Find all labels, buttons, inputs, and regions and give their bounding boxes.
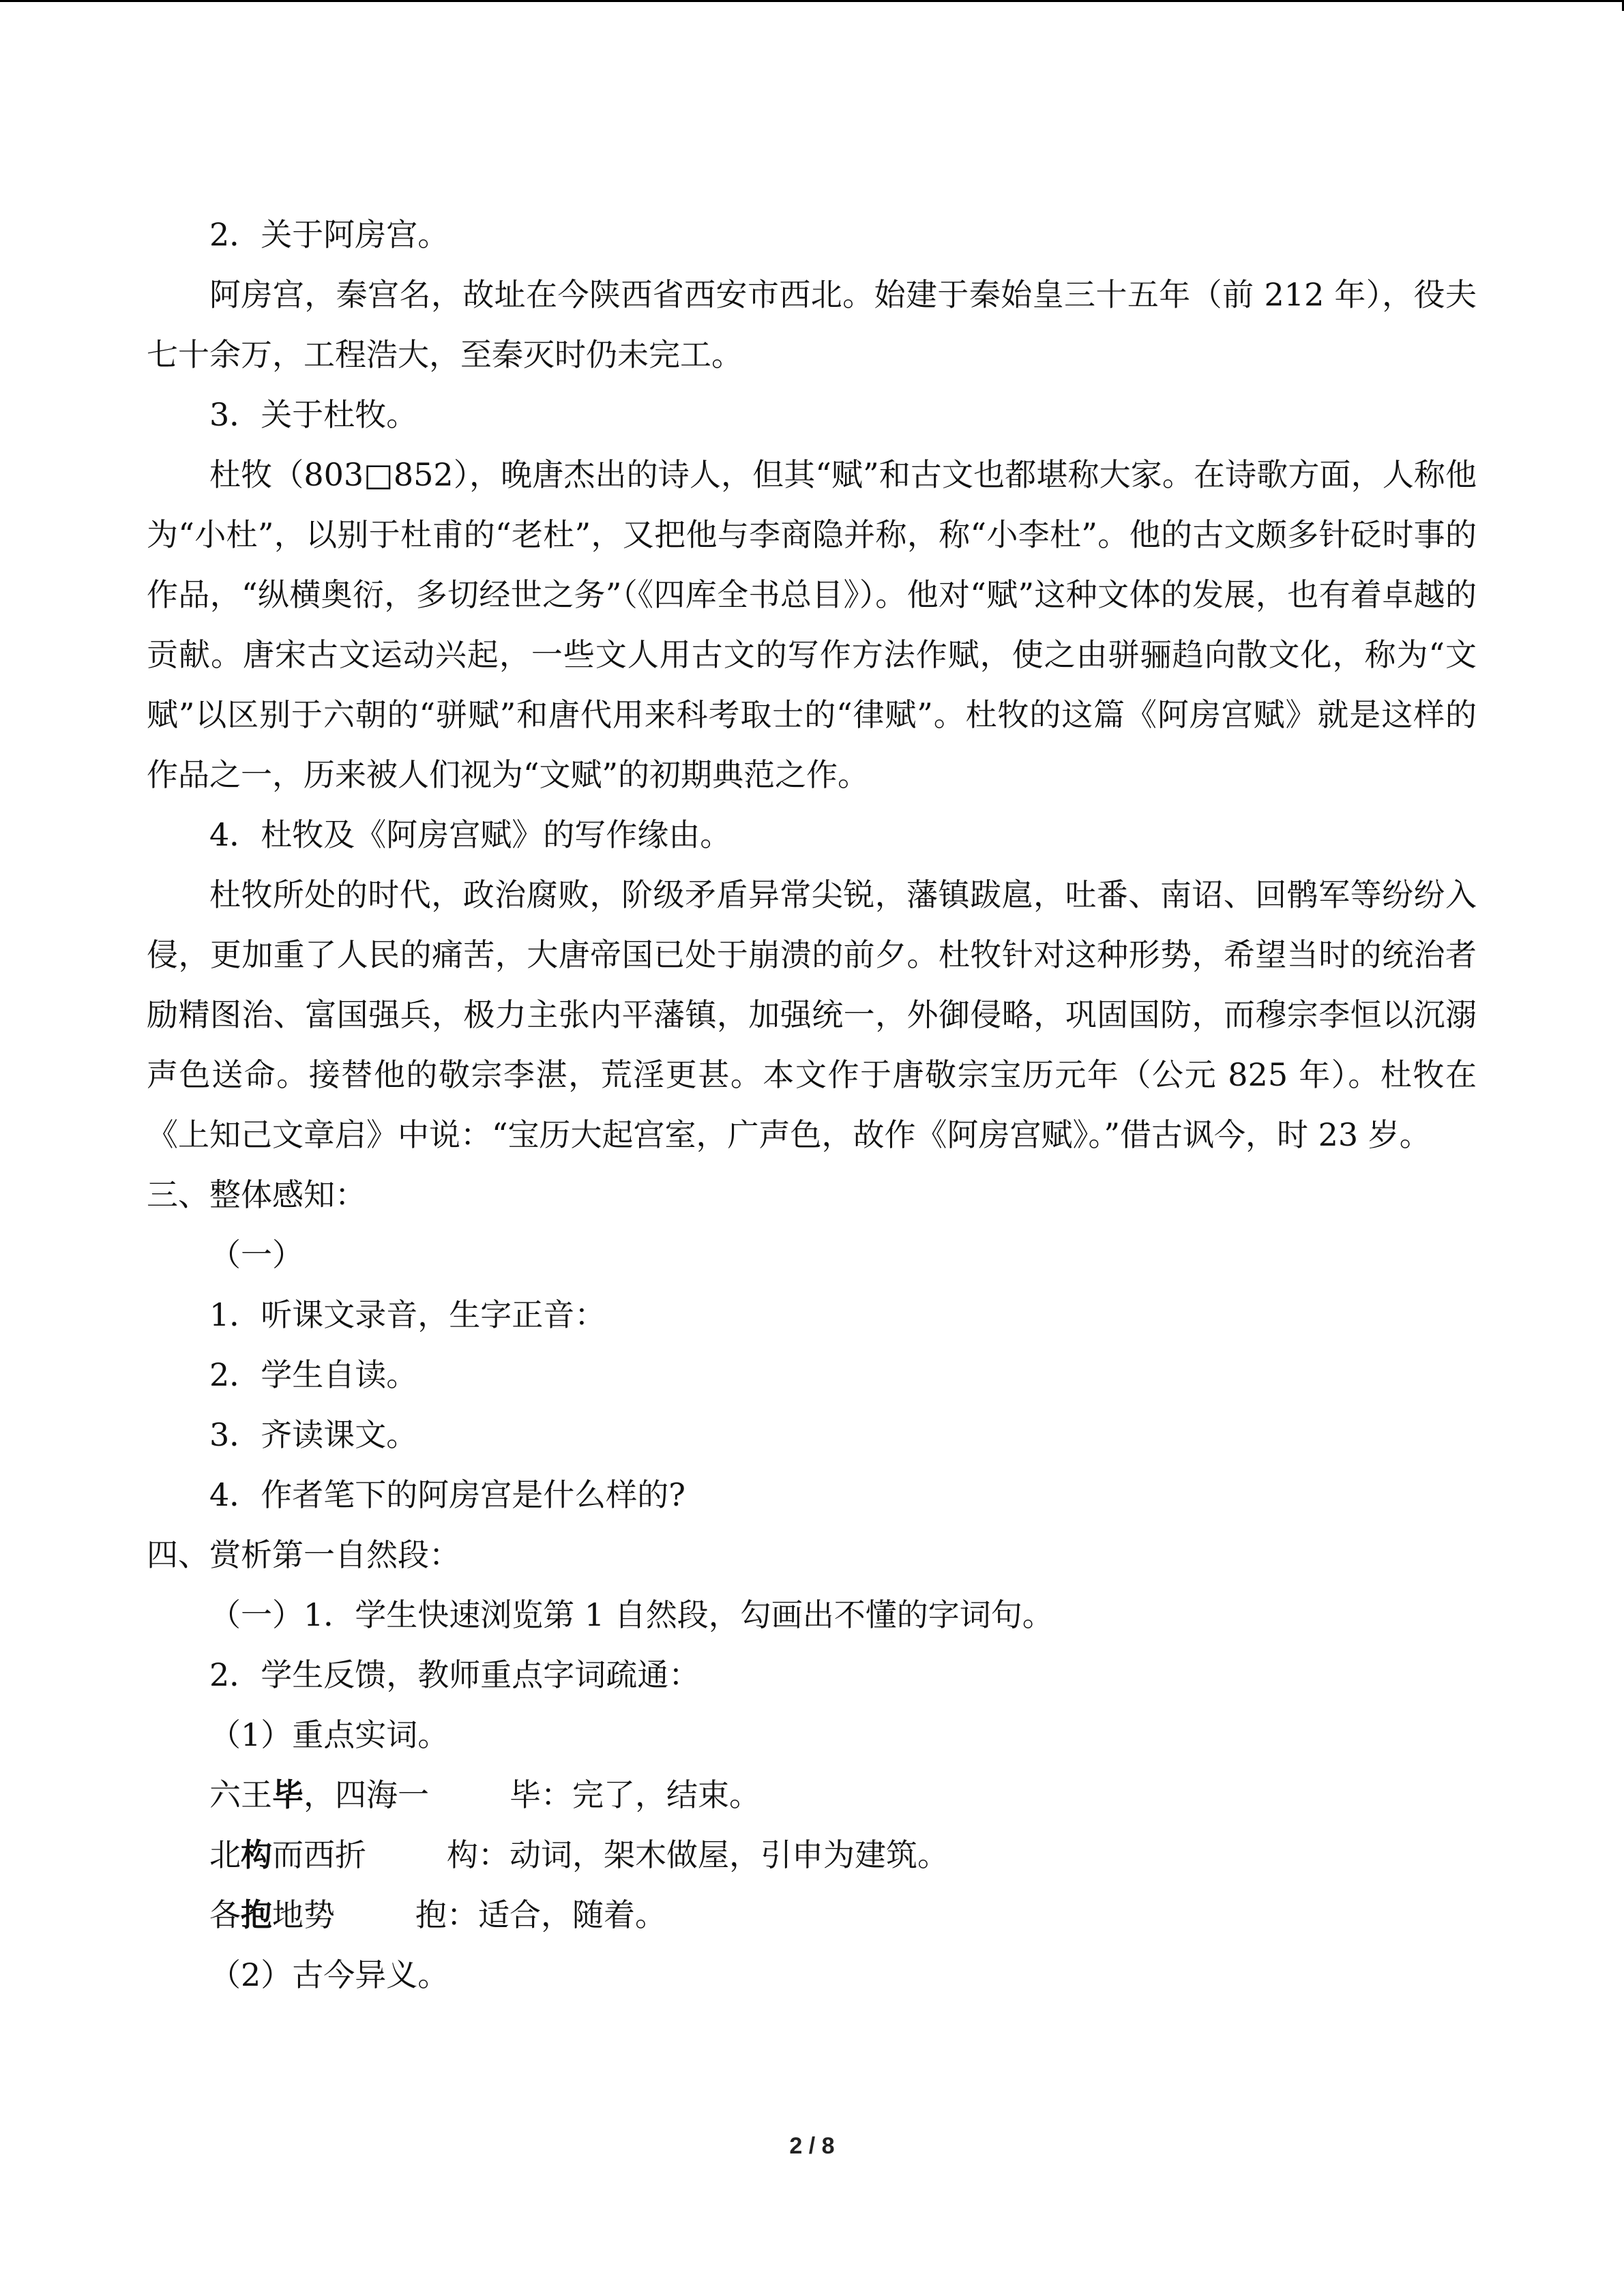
- phrase-post: 而西折: [272, 1836, 366, 1873]
- phrase-pre: 六王: [209, 1776, 272, 1813]
- gloss-text: 毕：完了，结束。: [510, 1776, 761, 1813]
- subheading-ancient-modern: （2）古今异义。: [209, 1956, 449, 1993]
- list-item-1: 1．听课文录音，生字正音：: [209, 1296, 606, 1333]
- key-word: 抱: [241, 1896, 272, 1933]
- section-heading-4: 四、赏析第一自然段：: [147, 1536, 460, 1573]
- phrase-pre: 北: [209, 1836, 241, 1873]
- top-border: [0, 0, 1624, 2]
- paragraph-dumu: 杜牧（803□852），晚唐杰出的诗人，但其“赋”和古文也都堪称大家。在诗歌方面，人称他为“小杜”，以别于杜甫的“老杜”，又把他与李商隐并称，称“小李杜”。他的古文颇多针砭时事的作品，“纵横奥衍，多切经世之务”（《四库全书总目》）。他对“赋”这种文体的发展，也有着卓越的贡献。唐宋古文运动兴起，一些文人用古文的写作方法作赋，使之由骈骊趋向散文化，称为“文赋”以区别于六朝的“骈赋”和唐代用来科考取士的“律赋”。杜牧的这篇《阿房宫赋》就是这样的作品之一，历来被人们视为“文赋”的初期典范之作。: [147, 456, 1477, 793]
- document-body: [147, 205, 1477, 2005]
- paragraph-afanggong: 阿房宫，秦宫名，故址在今陕西省西安市西北。始建于秦始皇三十五年（前 212 年），役夫七十余万，工程浩大，至秦灭时仍未完工。: [147, 276, 1477, 373]
- list-item-3: 3．齐读课文。: [209, 1416, 418, 1453]
- key-word: 毕: [272, 1776, 304, 1813]
- gloss-text: 构：动词，架木做屋，引申为建筑。: [447, 1836, 949, 1873]
- subheading-key-words: （1）重点实词。: [209, 1716, 449, 1753]
- list-item-2: 2．学生自读。: [209, 1356, 418, 1393]
- word-gloss-bi: [147, 1765, 1477, 1825]
- paragraph-background: 杜牧所处的时代，政治腐败，阶级矛盾异常尖锐，藩镇跋扈，吐番、南诏、回鹘军等纷纷入侵，更加重了人民的痛苦，大唐帝国已处于崩溃的前夕。杜牧针对这种形势，希望当时的统治者励精图治、富国强兵，极力主张内平藩镇，加强统一，外御侵略，巩固国防，而穆宗李恒以沉溺声色送命。接替他的敬宗李湛，荒淫更甚。本文作于唐敬宗宝历元年（公元 825 年）。杜牧在《上知己文章启》中说：“宝历大起宫室，广声色，故作《阿房宫赋》。”借古讽今，时 23 岁。: [147, 876, 1477, 1153]
- task-2: 2．学生反馈，教师重点字词疏通：: [209, 1656, 700, 1693]
- paragraph-heading-background: 4．杜牧及《阿房宫赋》的写作缘由。: [209, 816, 732, 853]
- phrase-pre: 各: [209, 1896, 241, 1933]
- paragraph-heading-dumu: 3．关于杜牧。: [209, 396, 418, 433]
- page-number: 2 / 8: [789, 2133, 835, 2159]
- gloss-text: 抱：适合，随着。: [415, 1896, 666, 1933]
- list-item-4: 4．作者笔下的阿房宫是什么样的?: [209, 1476, 685, 1513]
- paragraph-heading-afanggong: 2．关于阿房宫。: [209, 216, 449, 253]
- phrase-post: ，四海一: [304, 1776, 429, 1813]
- subsection-1: （一）: [209, 1236, 304, 1273]
- key-word: 构: [241, 1836, 272, 1873]
- word-gloss-bao: [147, 1885, 1477, 1945]
- task-1: （一）1．学生快速浏览第 1 自然段，勾画出不懂的字词句。: [209, 1596, 1054, 1633]
- section-heading-3: 三、整体感知：: [147, 1176, 366, 1213]
- phrase-post: 地势: [272, 1896, 335, 1933]
- word-gloss-gou: [147, 1825, 1477, 1885]
